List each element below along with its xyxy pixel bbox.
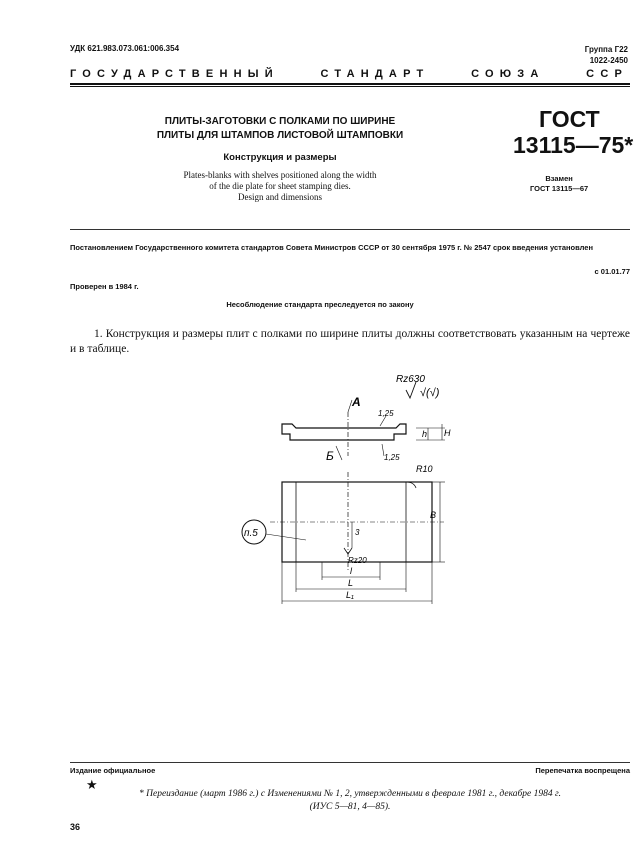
law-notice: Несоблюдение стандарта преследуется по закону	[226, 300, 414, 309]
paragraph-1: 1. Конструкция и размеры плит с полками по ширине плиты должны соответствовать указанным на чертеже и в таблице.	[70, 328, 630, 355]
english-title-line-1: Plates-blanks with shelves positioned along the width	[183, 170, 377, 180]
dim-H: H	[444, 428, 451, 438]
english-title	[110, 170, 450, 203]
header-rule-thin	[70, 86, 630, 87]
decree-text: Постановлением Государственного комитета стандартов Совета Министров СССР от 30 сентября 1975 г. № 2547 срок введения установлен	[70, 243, 593, 252]
udk-code: УДК 621.983.073.061:006.354	[70, 44, 180, 53]
section-label-a: A	[352, 395, 361, 409]
title-line-2: ПЛИТЫ ДЛЯ ШТАМПОВ ЛИСТОВОЙ ШТАМПОВКИ	[156, 130, 404, 141]
replaces-label: Взамен	[545, 174, 573, 183]
banner-word-4: ССР	[586, 68, 628, 80]
english-title-line-2: of the die plate for sheet stamping dies.	[209, 181, 351, 191]
replaces-block	[530, 174, 588, 194]
header-rule-thick	[70, 83, 630, 85]
replaces-standard: ГОСТ 13115—67	[530, 184, 589, 193]
technical-drawing	[230, 372, 470, 612]
dim-L1: L₁	[346, 590, 354, 600]
dim-h: h	[422, 429, 428, 439]
dim-L: L	[348, 578, 354, 588]
checked-note: Проверен в 1984 г.	[70, 282, 139, 291]
reprint-note	[70, 788, 630, 814]
section-rule	[70, 229, 630, 230]
gost-code: 13115—75*	[513, 132, 634, 158]
dim-l: l	[350, 566, 352, 576]
dim-B: B	[430, 510, 437, 520]
gost-label: ГОСТ	[539, 106, 600, 132]
side-view-outline	[282, 424, 406, 440]
roughness-rz630: Rz630	[396, 374, 425, 385]
gost-number	[513, 106, 633, 158]
roughness-top: 1,25	[378, 409, 394, 418]
roughness-rz20: Rz20	[348, 556, 367, 565]
footer-rule	[70, 762, 630, 763]
roughness-check: √(√)	[420, 387, 440, 399]
group-label: Группа Г22	[584, 45, 628, 54]
banner-word-2: СТАНДАРТ	[320, 68, 430, 80]
dim-r10: R10	[416, 464, 433, 474]
reprint-note-line-1: * Переиздание (март 1986 г.) с Изменениями № 1, 2, утвержденными в феврале 1981 г., декабре 1984 г.	[139, 789, 561, 799]
note-pn5: п.5	[244, 528, 258, 539]
okp-code: 1022-2450	[589, 56, 628, 65]
document-subtitle: Конструкция и размеры	[223, 152, 337, 163]
state-standard-banner	[70, 68, 628, 80]
english-title-line-3: Design and dimensions	[238, 192, 322, 202]
star-icon: ★	[86, 777, 98, 792]
document-title	[110, 115, 450, 143]
banner-word-3: СОЮЗА	[471, 68, 545, 80]
official-edition: Издание официальное	[70, 766, 156, 775]
roughness-bottom: 1,25	[384, 453, 400, 462]
section-label-b: Б	[326, 449, 334, 463]
dim-3: 3	[355, 528, 360, 537]
group-code	[585, 44, 628, 66]
title-line-1: ПЛИТЫ-ЗАГОТОВКИ С ПОЛКАМИ ПО ШИРИНЕ	[164, 116, 396, 127]
no-reprint: Перепечатка воспрещена	[535, 766, 630, 775]
page-number: 36	[70, 822, 81, 832]
banner-word-1: ГОСУДАРСТВЕННЫЙ	[70, 68, 279, 80]
reprint-note-line-2: (ИУС 5—81, 4—85).	[309, 802, 391, 812]
effective-date: с 01.01.77	[594, 267, 630, 276]
